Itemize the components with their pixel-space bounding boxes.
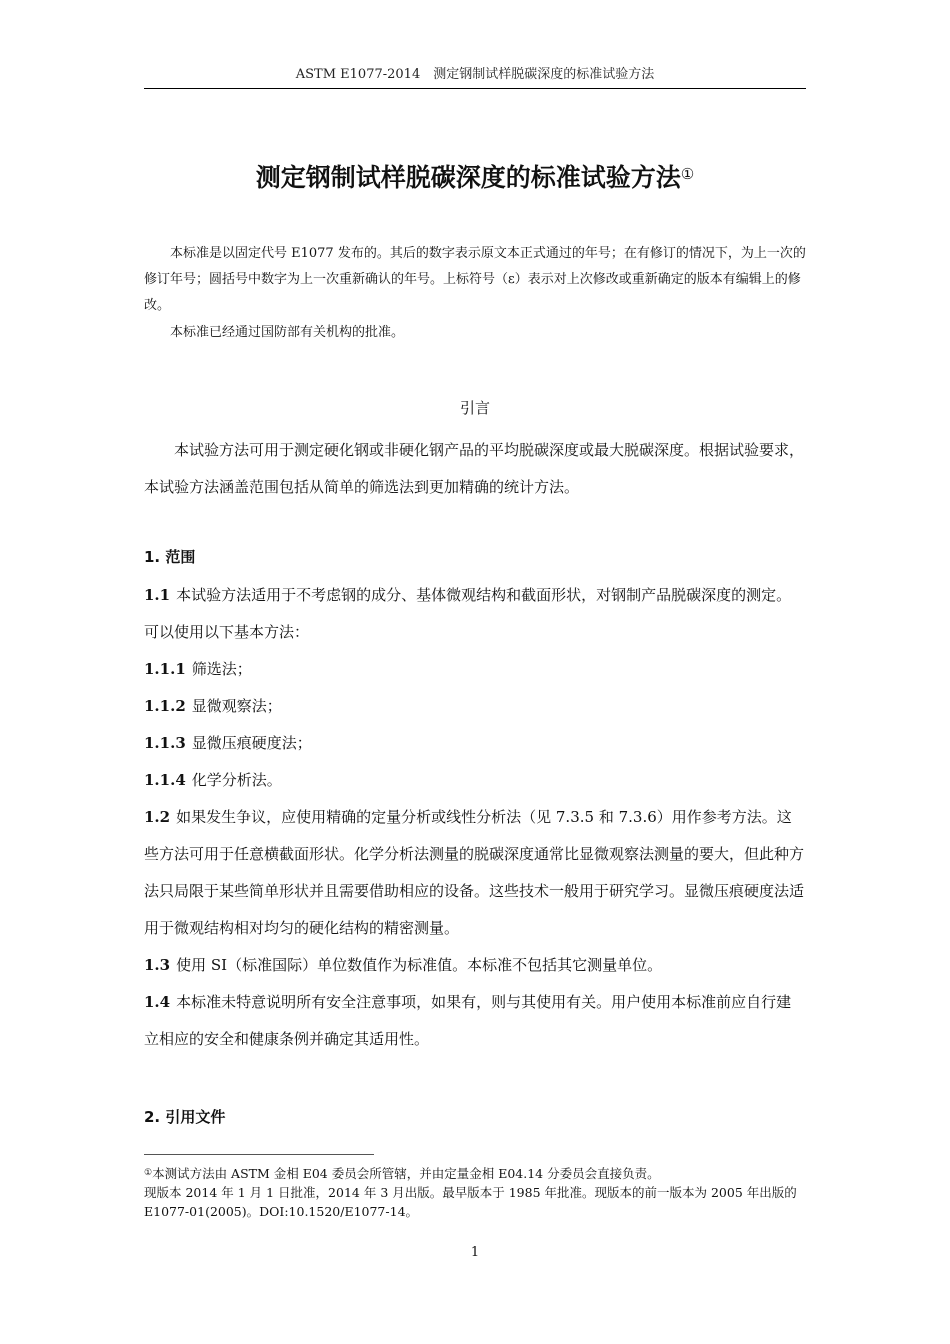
footnote-rule <box>144 1154 374 1155</box>
clause-text: 本标准未特意说明所有安全注意事项，如果有，则与其使用有关。用户使用本标准前应自行建立相应的安全和健康条例并确定其适用性。 <box>144 993 792 1048</box>
clause-number: 1.1.1 <box>144 660 186 678</box>
section-1-heading: 1. 范围 <box>144 548 196 566</box>
preamble-paragraph-1: 本标准是以固定代号 E1077 发布的。其后的数字表示原文本正式通过的年号；在有修订的情况下，为上一次的修订年号；圆括号中数字为上一次重新确认的年号。上标符号（ε）表示对上次修改或重新确定的版本有编辑上的修改。 <box>144 246 806 313</box>
running-header: ASTM E1077-2014 测定钢制试样脱碳深度的标准试验方法 <box>295 67 655 82</box>
introduction-paragraph: 本试验方法可用于测定硬化钢或非硬化钢产品的平均脱碳深度或最大脱碳深度。根据试验要求，本试验方法涵盖范围包括从简单的筛选法到更加精确的统计方法。 <box>144 441 805 496</box>
clause-number: 1.3 <box>144 956 171 974</box>
clause-number: 1.1.2 <box>144 697 186 715</box>
clause-text: 显微观察法； <box>191 697 282 715</box>
introduction-heading: 引言 <box>459 399 490 417</box>
document-title-text: 测定钢制试样脱碳深度的标准试验方法 <box>255 163 681 192</box>
clause-number: 1.1.3 <box>144 734 186 752</box>
title-footnote-mark[interactable]: ① <box>680 165 695 183</box>
clause-1-4 <box>144 984 806 1058</box>
clause-number: 1.1.4 <box>144 771 186 789</box>
clause-1-1-3 <box>144 725 806 762</box>
footnote-line-1: 本测试方法由 ASTM 金相 E04 委员会所管辖，并由定量金相 E04.14 分委员会直接负责。 <box>152 1166 660 1181</box>
clause-1-1-4 <box>144 762 806 799</box>
document-title <box>144 160 806 196</box>
clause-number: 1.1 <box>144 586 171 604</box>
footnote-mark: ① <box>144 1168 153 1178</box>
clause-number: 1.2 <box>144 808 171 826</box>
clause-number: 1.4 <box>144 993 171 1011</box>
footnote-line-2: 现版本 2014 年 1 月 1 日批准，2014 年 3 月出版。最早版本于 1985 年批准。现版本的前一版本为 2005 年出版的 E1077-01(2005)。DOI:10.1520/E1077-14。 <box>144 1185 797 1219</box>
clause-text: 如果发生争议，应使用精确的定量分析或线性分析法（见 7.3.5 和 7.3.6）用作参考方法。这些方法可用于任意横截面形状。化学分析法测量的脱碳深度通常比显微观察法测量的要大，但此种方法只局限于某些简单形状并且需要借助相应的设备。这些技术一般用于研究学习。显微压痕硬度法适用于微观结构相对均匀的硬化结构的精密测量。 <box>144 808 805 937</box>
clause-1-1-2 <box>144 688 806 725</box>
section-2-heading: 2. 引用文件 <box>144 1108 226 1126</box>
header-rule <box>144 88 806 89</box>
clause-1-1-1 <box>144 651 806 688</box>
clause-text: 显微压痕硬度法； <box>191 734 312 752</box>
clause-text: 筛选法； <box>191 660 252 678</box>
page-number: 1 <box>470 1245 480 1260</box>
clause-text: 使用 SI（标准国际）单位数值作为标准值。本标准不包括其它测量单位。 <box>176 956 663 974</box>
footnote <box>144 1164 806 1221</box>
preamble-paragraph-2: 本标准已经通过国防部有关机构的批准。 <box>170 325 405 340</box>
clause-1-1 <box>144 577 806 651</box>
clause-1-3 <box>144 947 806 984</box>
clause-1-2 <box>144 799 806 947</box>
clause-text: 本试验方法适用于不考虑钢的成分、基体微观结构和截面形状，对钢制产品脱碳深度的测定。可以使用以下基本方法： <box>144 586 792 641</box>
clause-text: 化学分析法。 <box>191 771 282 789</box>
